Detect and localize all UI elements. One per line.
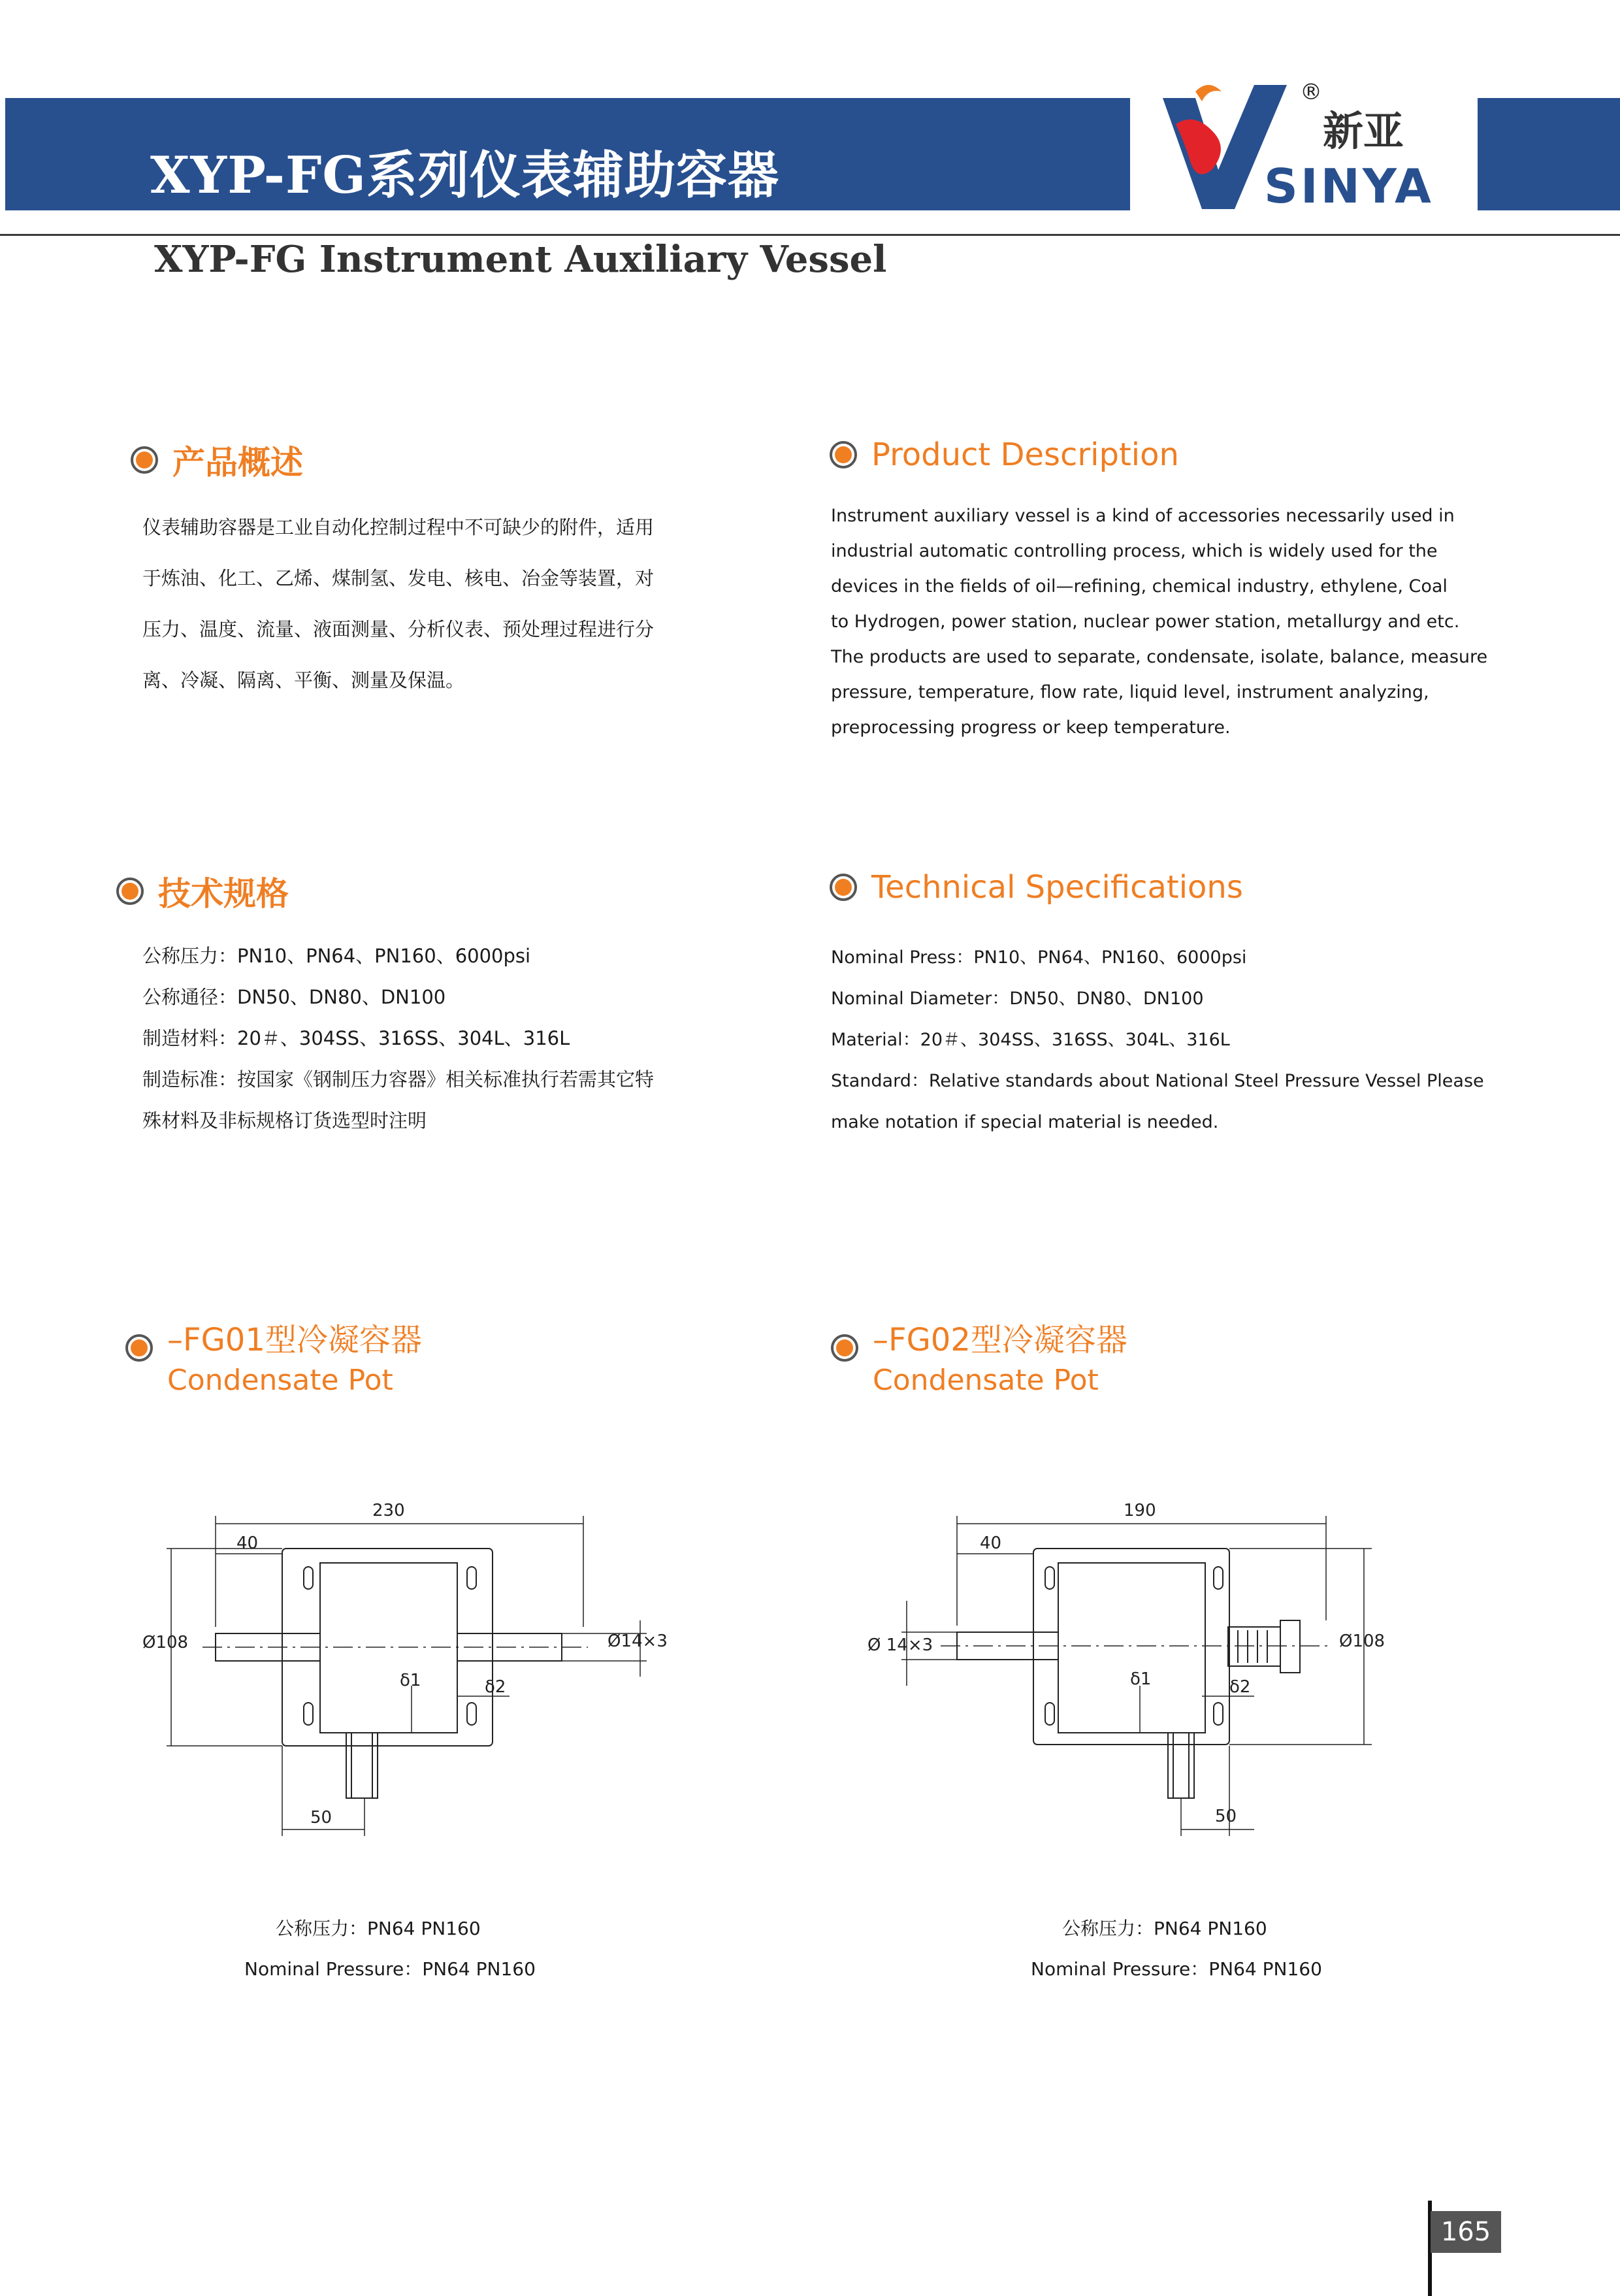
spec-line: Nominal Diameter：DN50、DN80、DN100 <box>831 989 1204 1009</box>
spec-line: 公称压力：PN10、PN64、PN160、6000psi <box>142 945 531 967</box>
dim-diameter: Ø108 <box>142 1633 189 1652</box>
spec-line: Nominal Press：PN10、PN64、PN160、6000psi <box>831 947 1247 968</box>
dim-width: 230 <box>372 1501 405 1520</box>
section-heading: 技术规格 <box>158 875 289 913</box>
logo-cn: 新亚 <box>1323 107 1404 155</box>
spec-line: 制造材料：20＃、304SS、316SS、304L、316L <box>142 1027 570 1049</box>
fg02-caption-en: Nominal Pressure：PN64 PN160 <box>1031 1958 1322 1980</box>
page-number: 165 <box>1431 2211 1501 2253</box>
section-fg01 <box>125 1320 422 1401</box>
dim-delta2: δ2 <box>485 1677 506 1697</box>
fg01-drawing <box>131 1490 692 1856</box>
specs-text-en <box>831 937 1484 1143</box>
spec-line: 制造标准：按国家《钢制压力容器》相关标准执行若需其它特 <box>142 1068 655 1091</box>
fg02-drawing <box>862 1490 1437 1856</box>
specs-text-cn <box>142 936 654 1141</box>
text-line: Instrument auxiliary vessel is a kind of accessories necessarily used in <box>831 506 1455 526</box>
page-title-cn: XYP-FG系列仪表辅助容器 <box>150 146 779 205</box>
text-line: to Hydrogen, power station, nuclear power station, metallurgy and etc. <box>831 612 1460 632</box>
bullet-icon <box>125 1334 153 1362</box>
fg02-caption-cn: 公称压力：PN64 PN160 <box>1062 1918 1267 1939</box>
description-text-en <box>831 499 1488 746</box>
fg01-caption-cn: 公称压力：PN64 PN160 <box>276 1918 481 1939</box>
section-description-en <box>830 436 1179 473</box>
header-bar-right <box>1478 98 1620 210</box>
text-line: preprocessing progress or keep temperature. <box>831 717 1231 738</box>
bullet-icon <box>131 446 158 474</box>
text-line: pressure, temperature, flow rate, liquid level, instrument analyzing, <box>831 682 1429 702</box>
section-specs-cn <box>116 868 289 915</box>
spec-line: 公称通径：DN50、DN80、DN100 <box>142 986 446 1008</box>
section-heading: Product Description <box>871 436 1179 473</box>
text-line: 于炼油、化工、乙烯、煤制氢、发电、核电、冶金等装置，对 <box>142 567 655 589</box>
section-heading: Technical Specifications <box>871 869 1243 906</box>
spec-line: Standard：Relative standards about National Steel Pressure Vessel Please <box>831 1071 1484 1091</box>
section-description-cn <box>131 436 303 484</box>
spec-line: Material：20＃、304SS、316SS、304L、316L <box>831 1030 1230 1050</box>
dim-delta1: δ1 <box>400 1671 421 1690</box>
text-line: 压力、温度、流量、液面测量、分析仪表、预处理过程进行分 <box>142 618 655 640</box>
text-line: 仪表辅助容器是工业自动化控制过程中不可缺少的附件，适用 <box>142 516 655 538</box>
spec-line: 殊材料及非标规格订货选型时注明 <box>142 1109 427 1132</box>
product-heading-en: Condensate Pot <box>167 1364 393 1397</box>
product-heading-cn: –FG01型冷凝容器 <box>167 1322 422 1358</box>
product-heading-en: Condensate Pot <box>873 1364 1099 1397</box>
dim-width: 190 <box>1124 1501 1156 1520</box>
dim-offset: 40 <box>236 1533 259 1553</box>
dim-stub: 50 <box>1215 1807 1237 1826</box>
dim-stub: 50 <box>310 1808 332 1828</box>
bullet-icon <box>116 877 144 905</box>
sinya-logo <box>1156 72 1476 222</box>
dim-pipe: Ø 14×3 <box>867 1635 933 1655</box>
text-line: industrial automatic controlling process, which is widely used for the <box>831 541 1438 561</box>
section-specs-en <box>830 869 1243 906</box>
section-fg02 <box>831 1320 1127 1401</box>
section-heading: 产品概述 <box>172 444 303 482</box>
header-divider <box>0 234 1620 236</box>
page-title-en: XYP-FG Instrument Auxiliary Vessel <box>154 238 887 281</box>
dim-delta1: δ1 <box>1130 1669 1152 1689</box>
spec-line: make notation if special material is needed. <box>831 1112 1219 1132</box>
fg01-caption-en: Nominal Pressure：PN64 PN160 <box>244 1958 536 1980</box>
text-line: devices in the fields of oil—refining, chemical industry, ethylene, Coal <box>831 576 1448 597</box>
text-line: 离、冷凝、隔离、平衡、测量及保温。 <box>142 669 465 691</box>
dim-diameter: Ø108 <box>1339 1632 1385 1651</box>
dim-pipe: Ø14×3 <box>608 1632 668 1651</box>
dim-delta2: δ2 <box>1229 1677 1251 1697</box>
bullet-icon <box>830 441 857 468</box>
text-line: The products are used to separate, condensate, isolate, balance, measure <box>831 647 1488 667</box>
description-text-cn <box>142 502 654 706</box>
product-heading-cn: –FG02型冷凝容器 <box>873 1322 1127 1358</box>
logo-registered: ® <box>1300 79 1322 105</box>
logo-en: SINYA <box>1264 159 1434 214</box>
bullet-icon <box>831 1334 858 1362</box>
dim-offset: 40 <box>980 1533 1002 1553</box>
bullet-icon <box>830 874 857 901</box>
